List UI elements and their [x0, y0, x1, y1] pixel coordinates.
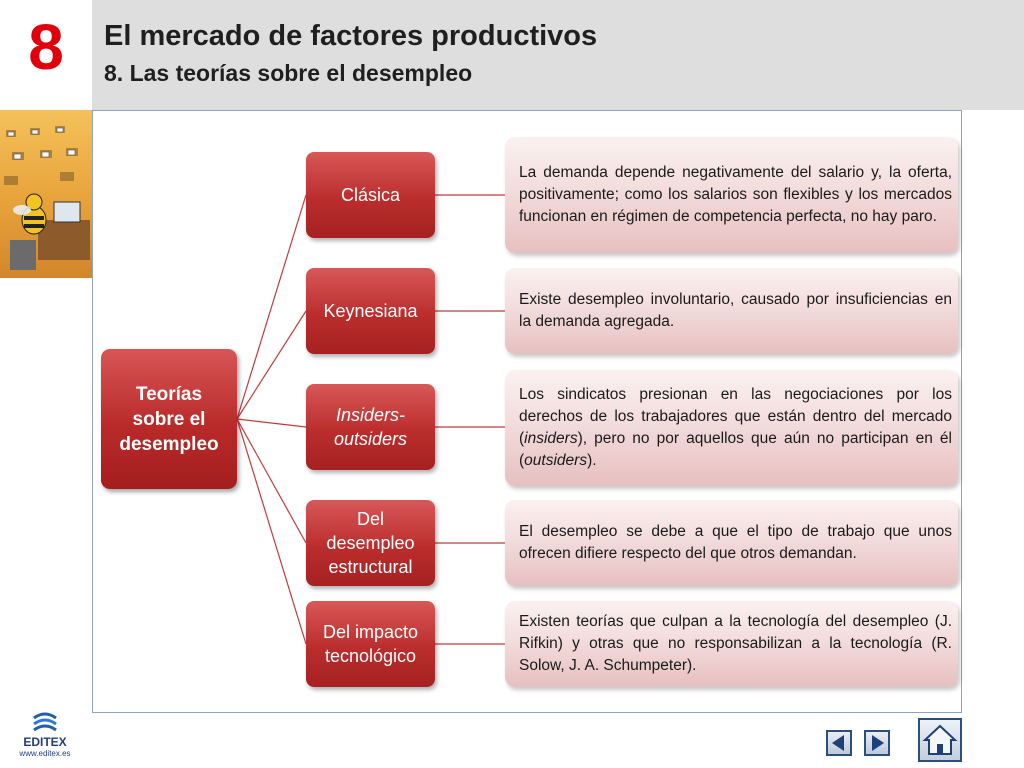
description-box-insiders-outsiders — [505, 370, 958, 486]
theory-node-keynesiana — [306, 268, 435, 354]
root-node-label: Teorías sobre el desempleo — [119, 383, 219, 455]
description-box-clasica — [505, 137, 958, 253]
description-text: Los sindicatos presionan en las negociaciones por los derechos de los trabajadores que están dentro del mercado (insiders), pero no por aquellos que aún no participan en él (outsiders). — [519, 386, 952, 469]
theory-node-insiders-outsiders — [306, 384, 435, 470]
slide-title: El mercado de factores productivos — [104, 20, 598, 52]
unit-number: 8 — [28, 11, 64, 83]
brand-name: EDITEX — [23, 735, 67, 749]
theory-label: Del impacto tecnológico — [322, 622, 419, 666]
triangle-left-icon — [828, 732, 850, 754]
brand-url: www.editex.es — [19, 749, 71, 758]
outsiders-term: outsiders — [524, 452, 588, 469]
home-button[interactable] — [918, 718, 962, 762]
header-bar — [92, 0, 1024, 110]
slide-subtitle: 8. Las teorías sobre el desempleo — [104, 60, 473, 86]
theory-label: Insiders- outsiders — [333, 405, 408, 449]
editex-logo[interactable] — [10, 712, 80, 764]
theory-node-tecnologico — [306, 601, 435, 687]
theory-label: Keynesiana — [323, 301, 418, 321]
description-text: El desempleo se debe a que el tipo de trabajo que unos ofrecen difiere respecto del que otros demandan. — [519, 523, 952, 562]
theory-label: Del desempleo estructural — [326, 509, 415, 577]
description-box-keynesiana — [505, 268, 958, 354]
previous-slide-button[interactable] — [826, 730, 852, 756]
description-text: Existe desempleo involuntario, causado por insuficiencias en la demanda agregada. — [519, 291, 952, 330]
theory-node-clasica — [306, 152, 435, 238]
description-text: Existen teorías que culpan a la tecnología del desempleo (J. Rifkin) y otras que no responsabilizan a la tecnología (R. Solow, J. A. Schumpeter). — [519, 613, 952, 674]
editex-logo-icon — [30, 712, 60, 736]
bee-office-illustration — [0, 110, 92, 278]
next-slide-button[interactable] — [864, 730, 890, 756]
home-icon — [920, 720, 960, 760]
triangle-right-icon — [866, 732, 888, 754]
theory-label: Clásica — [340, 185, 401, 205]
description-box-tecnologico — [505, 601, 958, 687]
insiders-term: insiders — [524, 430, 578, 447]
theory-node-estructural — [306, 500, 435, 586]
root-node-teorias — [101, 349, 237, 489]
description-text: La demanda depende negativamente del salario y, la oferta, positivamente; como los salarios son flexibles y los mercados funcionan en régimen de competencia perfecta, no hay paro. — [519, 164, 952, 225]
description-box-estructural — [505, 500, 958, 586]
decorative-illustration — [0, 110, 92, 278]
unit-number-box — [0, 0, 92, 110]
